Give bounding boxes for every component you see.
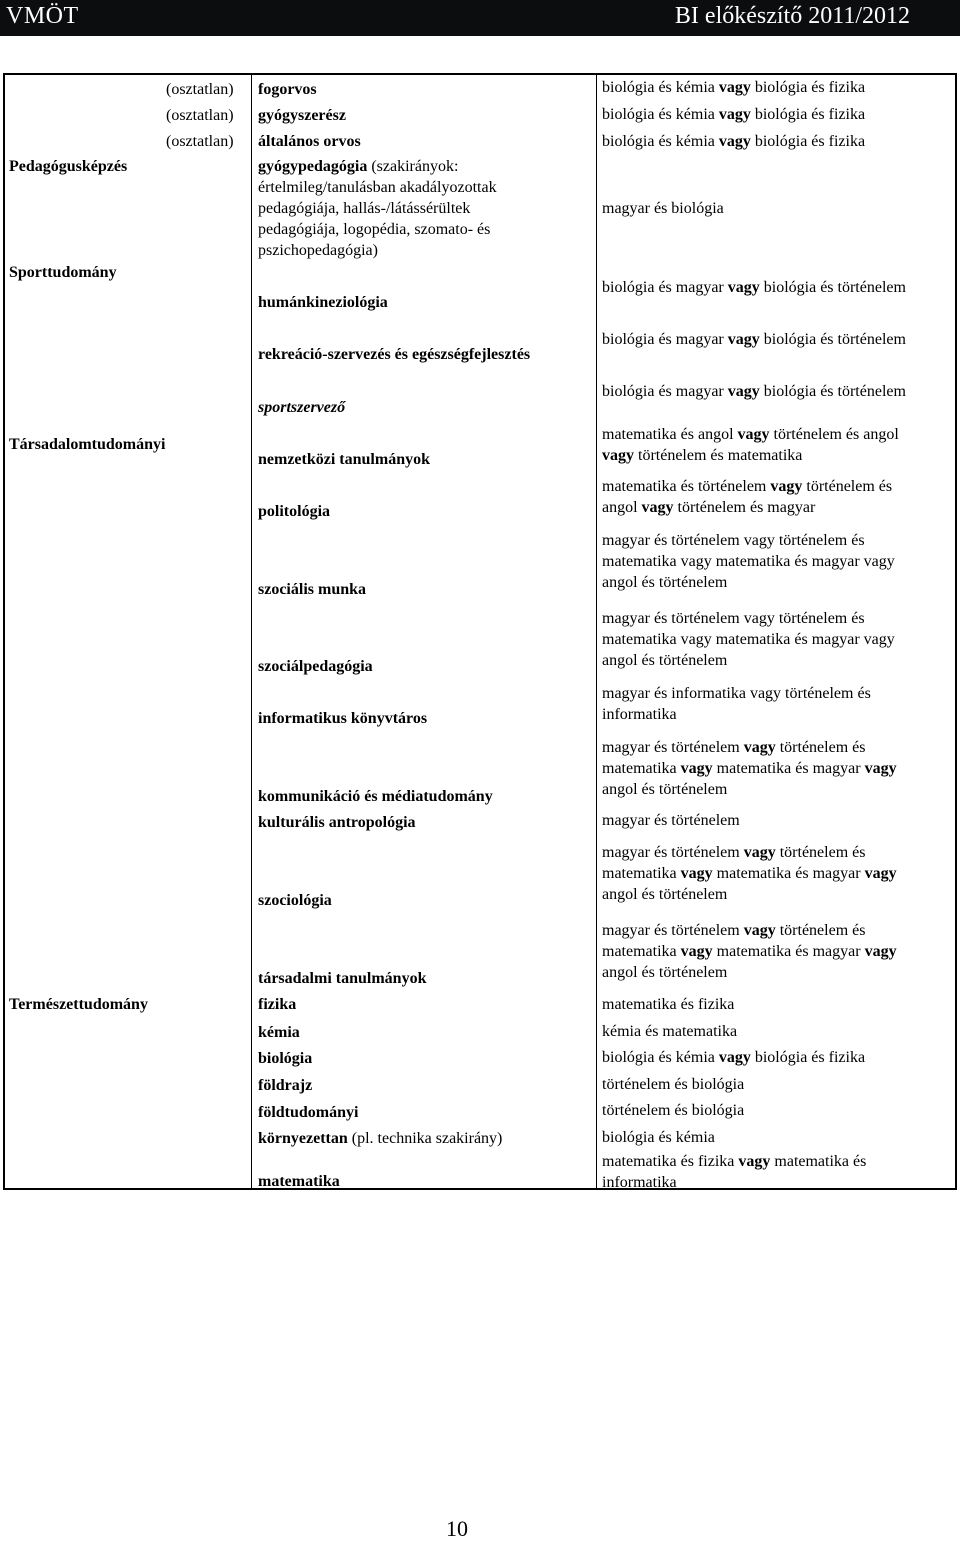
major-szocialpedagogia: szociálpedagógia [258, 658, 373, 675]
req-szocialis-1: magyar és történelem vagy történelem és [602, 532, 865, 549]
req-informatikus-1: magyar és informatika vagy történelem és [602, 685, 871, 702]
category-tarsadalom: Társadalomtudományi [9, 436, 166, 453]
major-kommunikacio: kommunikáció és médiatudomány [258, 788, 493, 805]
req-nemzetkozi-2: vagy történelem és matematika [602, 447, 803, 464]
req-humankineziologia: biológia és magyar vagy biológia és történelem [602, 279, 906, 296]
major-kulturalis-antropologia: kulturális antropológia [258, 814, 416, 831]
major-nemzetkozi-tanulmanyok: nemzetközi tanulmányok [258, 451, 430, 468]
category-termeszet: Természettudomány [9, 996, 148, 1013]
req-rekreacio: biológia és magyar vagy biológia és történelem [602, 331, 906, 348]
major-informatikus-konyvtaros: informatikus könyvtáros [258, 710, 428, 727]
major-foldtudomanyi: földtudományi [258, 1104, 359, 1121]
header-left-title: VMÖT [6, 3, 79, 29]
req-kommunikacio-1: magyar és történelem vagy történelem és [602, 739, 866, 756]
major-rekreacio: rekreáció-szervezés és egészségfejlesztés [258, 346, 531, 363]
req-foldrajz: történelem és biológia [602, 1076, 745, 1093]
major-politologia: politológia [258, 503, 331, 520]
major-szociologia: szociológia [258, 892, 332, 909]
req-szocialis-3: angol és történelem [602, 574, 728, 591]
req-szocialped-2: matematika vagy matematika és magyar vagy [602, 631, 895, 648]
req-fizika: matematika és fizika [602, 996, 735, 1013]
req-tarsadalmi-1: magyar és történelem vagy történelem és [602, 922, 866, 939]
req-kommunikacio-2: matematika vagy matematika és magyar vagy [602, 760, 897, 777]
req-szociologia-2: matematika vagy matematika és magyar vagy [602, 865, 897, 882]
osztatlan-label: (osztatlan) [166, 81, 234, 98]
req-szocialped-3: angol és történelem [602, 652, 728, 669]
req-altalanos-orvos: biológia és kémia vagy biológia és fizika [602, 133, 866, 150]
req-informatikus-2: informatika [602, 706, 677, 723]
major-gyogypedagogia-line: pszichopedagógia) [258, 242, 378, 259]
column-divider [251, 75, 252, 1188]
major-fizika: fizika [258, 996, 297, 1013]
page-header [0, 0, 960, 36]
req-politologia-2: angol vagy történelem és magyar [602, 499, 816, 516]
major-gyogypedagogia-line: pedagógiája, logopédia, szomato- és [258, 221, 491, 238]
req-sportszervezo: biológia és magyar vagy biológia és történelem [602, 383, 906, 400]
req-tarsadalmi-2: matematika vagy matematika és magyar vagy [602, 943, 897, 960]
req-kornyezettan: biológia és kémia [602, 1129, 715, 1146]
req-szociologia-3: angol és történelem [602, 886, 728, 903]
major-szocialis-munka: szociális munka [258, 581, 367, 598]
osztatlan-label: (osztatlan) [166, 107, 234, 124]
req-nemzetkozi-1: matematika és angol vagy történelem és angol [602, 426, 899, 443]
req-kemia: kémia és matematika [602, 1023, 738, 1040]
req-kulturalis-antropologia: magyar és történelem [602, 812, 740, 829]
major-altalanos-orvos: általános orvos [258, 133, 361, 150]
major-humankineziologia: humánkineziológia [258, 294, 388, 311]
header-right-title: BI előkészítő 2011/2012 [674, 3, 910, 29]
req-matematika-2: informatika [602, 1174, 677, 1191]
major-gyogyszeresz: gyógyszerész [258, 107, 346, 124]
req-szocialis-2: matematika vagy matematika és magyar vagy [602, 553, 895, 570]
major-gyogypedagogia: gyógypedagógia (szakirányok: [258, 158, 459, 175]
major-tarsadalmi-tanulmanyok: társadalmi tanulmányok [258, 970, 427, 987]
req-foldtudomanyi: történelem és biológia [602, 1102, 745, 1119]
req-gyogypedagogia: magyar és biológia [602, 200, 724, 217]
page-number: 10 [446, 1516, 468, 1541]
req-tarsadalmi-3: angol és történelem [602, 964, 728, 981]
category-sport: Sporttudomány [9, 264, 117, 281]
req-gyogyszeresz: biológia és kémia vagy biológia és fizika [602, 106, 866, 123]
osztatlan-label: (osztatlan) [166, 133, 234, 150]
req-szocialped-1: magyar és történelem vagy történelem és [602, 610, 865, 627]
major-foldrajz: földrajz [258, 1077, 313, 1094]
req-politologia-1: matematika és történelem vagy történelem és [602, 478, 893, 495]
major-kemia: kémia [258, 1024, 300, 1041]
major-sportszervezo: sportszervező [258, 399, 346, 416]
major-biologia: biológia [258, 1050, 313, 1067]
major-gyogypedagogia-line: értelmileg/tanulásban akadályozottak [258, 179, 497, 196]
major-gyogypedagogia-line: pedagógiája, hallás-/látássérültek [258, 200, 471, 217]
column-divider [596, 75, 597, 1188]
req-biologia: biológia és kémia vagy biológia és fizika [602, 1049, 866, 1066]
req-szociologia-1: magyar és történelem vagy történelem és [602, 844, 866, 861]
major-kornyezettan: környezettan (pl. technika szakirány) [258, 1130, 503, 1147]
req-matematika-1: matematika és fizika vagy matematika és [602, 1153, 867, 1170]
major-fogorvos: fogorvos [258, 81, 317, 98]
req-fogorvos: biológia és kémia vagy biológia és fizika [602, 79, 866, 96]
category-pedagogus: Pedagógusképzés [9, 158, 128, 175]
req-kommunikacio-3: angol és történelem [602, 781, 728, 798]
major-matematika: matematika [258, 1173, 340, 1190]
